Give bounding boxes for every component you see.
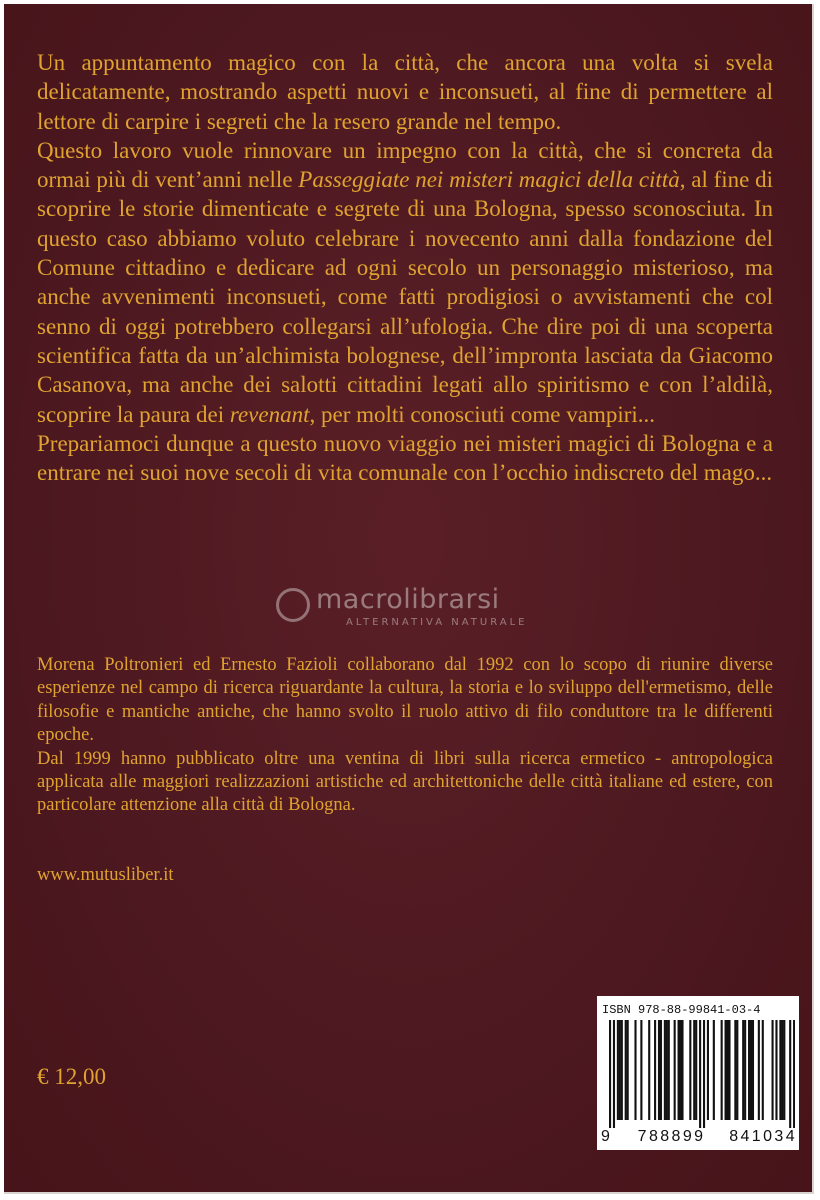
barcode-bar [668, 1020, 670, 1120]
price-label: € 12,00 [37, 1064, 106, 1089]
barcode-bar [695, 1020, 697, 1120]
isbn-label: ISBN 978-88-99841-03-4 [602, 1003, 761, 1017]
barcode-bar [781, 1020, 783, 1120]
watermark-logo [276, 584, 566, 634]
barcode-bar [748, 1020, 750, 1120]
author-bio-paragraph-2: Dal 1999 hanno pubblicato oltre una ventina di libri sulla ricerca ermetico - antropologica applicata alle maggiori realizzazioni artistiche ed architettoniche delle città italiane ed estere, con particolare attenzione alla città di Bologna. [37, 748, 773, 816]
description-italic-title: Passeggiate nei misteri magici della città [298, 167, 680, 193]
barcode-bar [609, 1020, 611, 1128]
barcode-bar [736, 1020, 738, 1120]
description-paragraph-1: Un appuntamento magico con la città, che ancora una volta si svela delicatamente, mostrando aspetti nuovi e inconsueti, al fine di permettere al lettore di carpire i segreti che la resero grande nel tempo. [37, 50, 773, 134]
barcode-bar [750, 1020, 752, 1120]
barcode-bar [725, 1020, 727, 1120]
ean-group-right: 841034 [729, 1128, 797, 1145]
watermark-tagline: ALTERNATIVA NATURALE [346, 617, 528, 628]
barcode-bar [640, 1020, 642, 1120]
watermark-circle-icon [276, 588, 310, 622]
barcode-bar [721, 1020, 723, 1120]
barcode-bar [619, 1020, 621, 1120]
author-bio-paragraph-1: Morena Poltronieri ed Ernesto Fazioli collaborano dal 1992 con lo scopo di riunire diverse esperienze nel campo di ricerca riguardante la cultura, la storia e lo sviluppo dell'ermetismo, delle filosofie e mantiche antiche, che hanno svolto il ruolo attivo di filo conduttore tra le differenti epoche. [37, 655, 773, 746]
barcode-bar [752, 1020, 754, 1120]
barcode-bar [660, 1020, 662, 1120]
watermark-name: macrolibrarsi [316, 584, 500, 615]
barcode-bar [728, 1020, 730, 1120]
barcode-bar [707, 1020, 709, 1120]
barcode-bar [779, 1020, 781, 1120]
ean-group-left: 788899 [637, 1128, 706, 1145]
barcode-bar [762, 1020, 764, 1120]
barcode-bar [742, 1020, 744, 1120]
description-text [37, 48, 773, 487]
book-back-cover [4, 4, 814, 1194]
description-italic-word: revenant [229, 401, 310, 427]
barcode-bar [703, 1020, 705, 1128]
barcode-bar [617, 1020, 619, 1120]
barcode-bar [699, 1020, 701, 1128]
barcode-bar [713, 1020, 715, 1120]
barcode-bar [621, 1020, 623, 1120]
barcode-bar [674, 1020, 676, 1120]
author-bio [37, 654, 773, 818]
barcode-bar [772, 1020, 774, 1120]
description-text-run: , per molti conosciuti come vampiri... [309, 401, 656, 427]
barcode-bar [744, 1020, 746, 1120]
barcode-bar [789, 1020, 791, 1128]
barcode-bar [666, 1020, 668, 1120]
barcode-box [597, 996, 799, 1150]
barcode-bar [793, 1020, 795, 1128]
barcode-bar [758, 1020, 760, 1120]
barcode-bar [648, 1020, 650, 1120]
barcode-bar [681, 1020, 683, 1120]
barcode-bar [775, 1020, 777, 1120]
barcode-bars [609, 1020, 795, 1128]
description-paragraph-3: Prepariamoci dunque a questo nuovo viaggio nei misteri magici di Bologna e a entrare nei suoi nove secoli di vita comunale con l’occhio indiscreto del mago... [37, 430, 773, 486]
barcode-bar [734, 1020, 736, 1120]
barcode-bar [664, 1020, 666, 1120]
barcode-bar [783, 1020, 785, 1120]
ean-first-digit: 9 [601, 1128, 610, 1145]
barcode-graphic [609, 1020, 795, 1128]
barcode-bar [726, 1020, 728, 1120]
ean-digits [601, 1128, 797, 1146]
description-text-run: Questo lavoro vuole rinnovare un impegno con la città, che si concreta da ormai più di vent’anni nelle [37, 137, 773, 193]
barcode-bar [693, 1020, 695, 1120]
barcode-bar [679, 1020, 681, 1120]
barcode-bar [634, 1020, 636, 1120]
barcode-bar [658, 1020, 660, 1120]
barcode-bar [678, 1020, 680, 1120]
description-text-run: , al fine di scoprire le storie dimenticate e segrete di una Bologna, spesso sconosciuta. In questo caso abbiamo voluto celebrare i novecento anni dalla fondazione del Comune cittadino e dedicare ad ogni secolo un personaggio misterioso, ma anche avvenimenti inconsueti, come fatti prodigiosi o avvistamenti che col senno di oggi potrebbero collegarsi all’ufologia. Che dire poi di una scoperta scientifica fatta da un’alchimista bolognese, dell’impronta lasciata da Giacomo Casanova, ma anche dei salotti cittadini legati allo spiritismo e con l’aldilà, scoprire la paura dei [37, 167, 774, 427]
barcode-bar [613, 1020, 615, 1128]
author-website: www.mutusliber.it [37, 865, 174, 885]
barcode-bar [689, 1020, 691, 1120]
barcode-bar [654, 1020, 656, 1120]
description-paragraph-2 [37, 136, 773, 429]
barcode-bar [627, 1020, 629, 1120]
barcode-bar [625, 1020, 627, 1120]
